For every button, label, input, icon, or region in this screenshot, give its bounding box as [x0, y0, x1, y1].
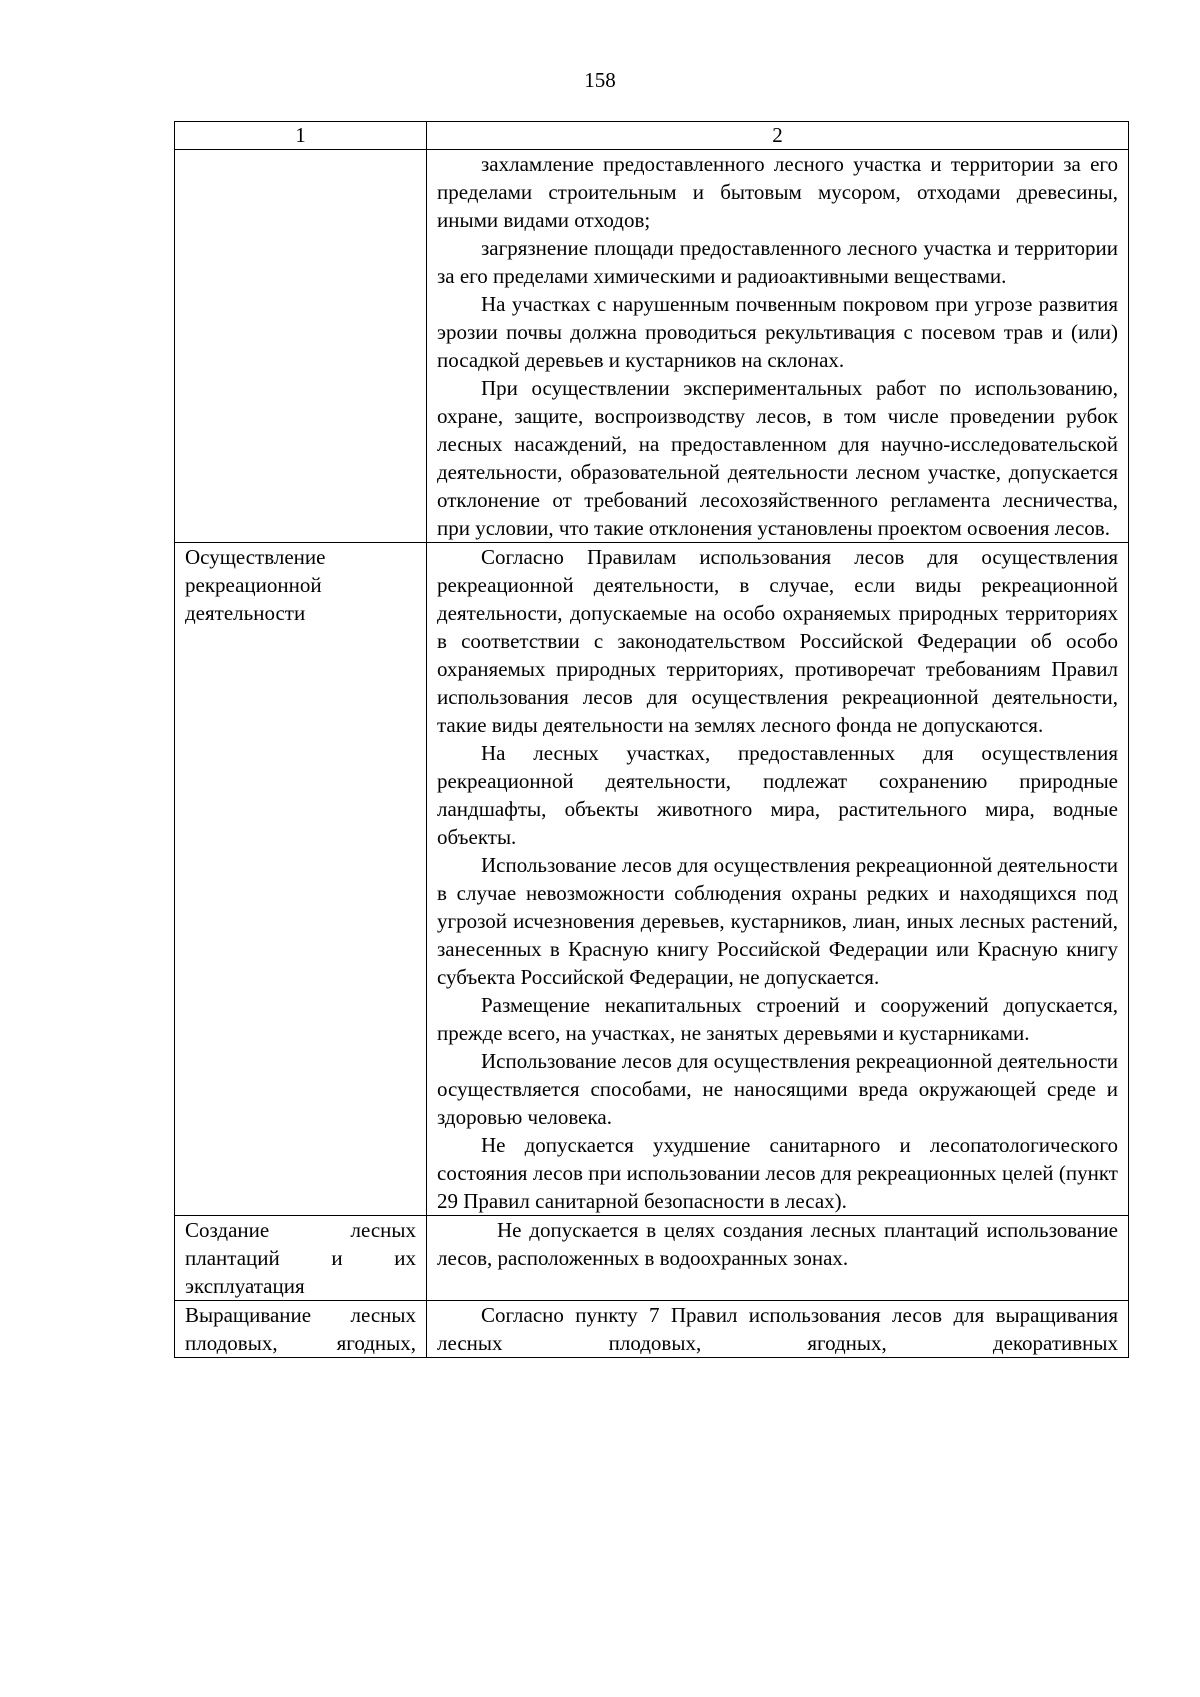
paragraph: На участках с нарушенным почвенным покровом при угрозе развития эрозии почвы должна проводиться рекультивация с посевом трав и (или) посадкой деревьев и кустарников на склонах. [437, 292, 1118, 372]
requirements-cell [427, 1216, 1129, 1301]
paragraph: загрязнение площади предоставленного лесного участка и территории за его пределами химическими и радиоактивными веществами. [437, 236, 1118, 288]
requirements-cell [427, 543, 1129, 1216]
paragraph: При осуществлении экспериментальных работ по использованию, охране, защите, воспроизводству лесов, в том числе проведении рубок лесных насаждений, на предоставленном для научно-исследовательской деятельности, образовательной деятельности лесном участке, допускается отклонение от требований лесохозяйственного регламента лесничества, при условии, что такие отклонения установлены проектом освоения лесов. [437, 376, 1118, 540]
column-header-2: 2 [427, 122, 1129, 150]
activity-type-cell: Создание лесных плантаций и их эксплуатация [175, 1216, 427, 1301]
activity-type-cell: Выращивание лесных плодовых, ягодных, [175, 1301, 427, 1358]
requirements-cell [427, 1301, 1129, 1358]
paragraph: Размещение некапитальных строений и сооружений допускается, прежде всего, на участках, не занятых деревьями и кустарниками. [437, 993, 1118, 1045]
table-row [175, 150, 1129, 543]
paragraph: Использование лесов для осуществления рекреационной деятельности в случае невозможности соблюдения охраны редких и находящихся под угрозой исчезновения деревьев, кустарников, лиан, иных лесных растений, занесенных в Красную книгу Российской Федерации или Красную книгу субъекта Российской Федерации, не допускается. [437, 853, 1118, 989]
table-row [175, 1301, 1129, 1358]
paragraph: захламление предоставленного лесного участка и территории за его пределами строительным и бытовым мусором, отходами древесины, иными видами отходов; [437, 152, 1118, 232]
table-header-row [175, 122, 1129, 150]
regulation-table [174, 121, 1129, 1358]
paragraph: Не допускается ухудшение санитарного и лесопатологического состояния лесов при использовании лесов для рекреационных целей (пункт 29 Правил санитарной безопасности в лесах). [437, 1133, 1118, 1213]
activity-type-cell: Осуществление рекреационной деятельности [175, 543, 427, 1216]
table-row [175, 543, 1129, 1216]
column-header-1: 1 [175, 122, 427, 150]
page-number: 158 [584, 68, 616, 92]
activity-type-cell [175, 150, 427, 543]
paragraph: На лесных участках, предоставленных для осуществления рекреационной деятельности, подлежат сохранению природные ландшафты, объекты животного мира, растительного мира, водные объекты. [437, 741, 1118, 849]
table-row [175, 1216, 1129, 1301]
paragraph: Использование лесов для осуществления рекреационной деятельности осуществляется способами, не наносящими вреда окружающей среде и здоровью человека. [437, 1049, 1118, 1129]
paragraph: Согласно Правилам использования лесов для осуществления рекреационной деятельности, в случае, если виды рекреационной деятельности, допускаемые на особо охраняемых природных территориях в соответствии с законодательством Российской Федерации об особо охраняемых природных территориях, противоречат требованиям Правил использования лесов для осуществления рекреационной деятельности, такие виды деятельности на землях лесного фонда не допускаются. [437, 545, 1118, 737]
paragraph: Не допускается в целях создания лесных плантаций использование лесов, расположенных в водоохранных зонах. [437, 1218, 1118, 1270]
paragraph: Согласно пункту 7 Правил использования лесов для выращивания лесных плодовых, ягодных, декоративных [437, 1303, 1118, 1355]
requirements-cell [427, 150, 1129, 543]
